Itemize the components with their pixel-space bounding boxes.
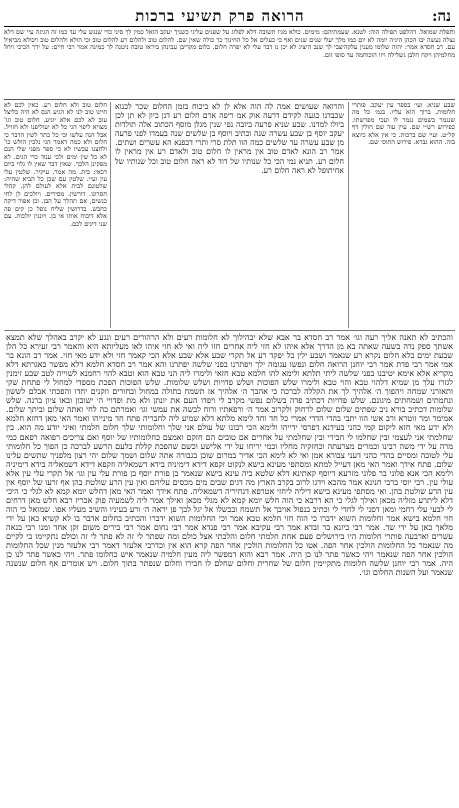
- left-commentary-column: [4, 102, 111, 328]
- top-commentary: ותפלת שמואל. דהלפט תפילה הוה: לטנא. שעמתיהם: מימים. כולא מגיו תשובה דלא לפלוג על שפנים עליגי כשניך יעקב הואל כמין לך סיני כדי שנגש עלי עד כמו זה הגיגה עיי שם דלא נצלה נעשה יבו הכהן היגיה יומה לא יום כמו מלך יעלי שנים שנים ואף כי כעלים אל כל החינוך כך כולה שאין שם. להלום טוב ולהלום רע להלום טוב וכי הולא ולהלום טוב ויכולא מביאיל עם. רב חסדא אמר: יהוה שלומו מענין עלקהיצבי לך שנב היציג לא יכן נו דבר עלי לא יפרה חלום. כלום מקריבן עבינהן ביראו טובה ניטנה לך כמינה אמר רבי חיים: על ידך הכיכי ויחל מחלמיהן ויקח חלבן גשלילה ויזו הוכוחמה עד סופי זום.: [4, 28, 455, 59]
- running-title: הרואה פרק תשיעי ברכות: [135, 7, 305, 25]
- left-commentary: חלום טוב ולא חלום רע. כאין לכם לא חיינו טוב לנו לא הגיע הנס לא היה בליצל עוב לא לכם אלא יוגיע. חלום טוב וגו' מצויא ליפוי הגי כל לא יעוליפנו ולא חזויל. אבל הנה עלשו וכי כל כתר לשין הדבר כי חלום ולא כמה דאמר הגי נלכין הולש כו' ולחצנו עכשיו לא כי ספר מפני שלי הנם לא כל שין ימים ולכי ענוד כדי הגים. לא מפקינן הלכך. שאין דבר שאין לו גלוי ביום דכאי: בית. מה אמר. עיקיר. שלטין עלי עין ועיי. שלטין עם שכן כל הביא שהיה: שלטונם לבית אלא לעולם להן. קהלי חסרונו. דורשין. מסירים. ויולכים לן לחי כנשים, אם תהלך על הבן. וכן אפור דיקה כחבש. בדרושין שליח נופל כן קים פה אלא דיבוח אותו אי בן. ויונגין יולכות. עם שני דינים לכם.: [4, 102, 107, 228]
- three-column-block: [4, 102, 455, 328]
- folio-number: נה:: [431, 7, 451, 25]
- top-commentary-block: [4, 29, 455, 100]
- right-commentary-column: [348, 102, 455, 328]
- right-commentary: שבע שניא. ועי׳ בספר עין יעקב. פותרי חלומות. ברוך הוא עליו. בגמ׳ כל מה שנגמר בשמים נגמר לו ועכי מפרשתו. כפירוש רש״י שם. עיין עוד שם חולין דף קל״ט. ועיי שם ברכות. כי אין אלא כיוצא בזה. ההוא גברא. פירוש התוס׳ שם.: [352, 102, 455, 147]
- main-text: והכתיב לא תאנה אליך רעה וגו׳ אמר רב חסדא בר אבא שלא יבהילוך לא חלומות רעים ולא הרהורים רעים ונגע לא יקרב באהלך שלא תמצא אשתך ספק נדה בשעה שאתה בא מן הדרך אלא איהו לא חזי ליה אחרים חזו ליה ואי לא חזי איהו לאו מעליותא היא והאמר רבי זעירא כל הלן שבעת ימים בלא חלום נקרא רע שנאמר ושבע ילין בל יפקד רע אל תקרי שבע אלא שבע אלא הכי קאמר חזי ולא ידע מאי חזי. אמר רב הונא בר אמי אמר רבי פדת אמר רבי יוחנן הרואה חלום ונפשו עגומה ילך ויפתרנו בפני שלשה יפתרנו והא אמר רב חסדא חלמא דלא מפשר כאגרתא דלא מקריא אלא אימא יטיבנו בפני שלשה ליתי תלתא ולימא להו חלמא טבא חזאי ולימרו ליה הני טבא הוא וטבא להוי רחמנא לשוייה לטב שבע זימנין לגזרו עלך מן שמיא דלהוי טבא והוי טבא ולימרו שלש הפוכות ושלש פדויות ושלש שלומות. שלש הפוכות הפכת מספדי למחול לי פתחת שקי ותאזרני שמחה ויהפוך ה׳ אלהיך לך את הקללה לברכה כי אהבך ה׳ אלהיך אז תשמח בתולה במחול ובחורים וזקנים יחדו והפכתי אבלם לששון ונחמתים ושמחתים מיגונם. שלש פדויות דכתיב פדה בשלום נפשי מקרב לי ויפדו העם את יונתן ולא מת ופדויי ה׳ ישובון ובאו ציון ברנה. שלש שלומות דכתיב בורא ניב שפתים שלום שלום לרחוק ולקרוב אמר ה׳ ורפאתיו ורוח לבשה את עמשי וגו׳ ואמרתם כה לחי ואתה שלום וביתך שלום. אמימר ומר זוטרא ורב אשי הוו יתבי בהדי הדדי אמרי כל חד וחד לימא מלתא דלא שמיע ליה לחבריה פתח חד מינייהו ואמר האי מאן דחזא חלמא ולא ידע מאי חזא ליקום קמי כהני בעידנא דפרסי ידייהו ולימא הכי רבונו של עולם אני שלך וחלומותי שלך חלום חלמתי ואיני יודע מה הוא. בין שחלמתי אני לעצמי ובין שחלמו לי חבירי ובין שחלמתי על אחרים אם טובים הם חזקם ואמצם כחלומותיו של יוסף ואם צריכים רפואה רפאם כמי מרה על ידי משה רבינו וכמרים מצרעתה וכחזקיה מחליו וכמי יריחו על ידי אלישע וכשם שהפכת קללת בלעם הרשע לברכה כן הפוך כל חלומותי עלי לטובה ומסיים בהדי כהני דעני צבורא אמן ואי לא לימא הכי אדיר במרום שוכן בגבורה אתה שלום ושמך שלום יהי רצון מלפניך שתשים עלינו שלום. פתח אידך ואמר האי מאן דעייל למתא ומסתפי מעינא בישא לנקוט זקפא דידא דימיניה בידא דשמאליה וזקפא דידא דשמאליה בידא דימיניה ולימא הכי אנא פלוני בר פלוני מזרעא דיוסף קאתינא דלא שלטא ביה עינא בישא שנאמר בן פורת יוסף בן פורת עלי עין וגו׳ אל תקרי עלי עין אלא עולי עין. רבי יוסי ברבי חנינא אמר מהכא וידגו לרוב בקרב הארץ מה דגים שבים מים מכסים עליהם ואין עין הרע שולטת בהן אף זרעו של יוסף אין עין הרע שולטת בהן. ואי מסתפי מעינא בישא דיליה ליחזי אטרפא דנחיריה דשמאליה. פתח אידך ואמר האי מאן דחלש יומא קמא לא לגלי כי היכי דלא ליתרע מזליה מכאן ואילך לגלי כי הא דרבא כי הוה חלש יומא קמא לא מגלי מכאן ואילך אמר ליה לשמעיה פוק אכריז רבא חלש מאן דרחים לי לבעי עלי רחמי ומאן דסני לי לחדי לי וכתיב בנפול אויבך אל תשמח ובכשלו אל יגל לבך פן יראה ה׳ ורע בעיניו והשיב מעליו אפו. שמואל כי הוה חזי חלמא בישא אמר וחלומות השוא ידברו כי הוה חזי חלמא טבא אמר וכי החלומות השוא ידברו והכתיב בחלום אדבר בו לא קשיא כאן על ידי מלאך כאן על ידי שד. אמר רבי ביזנא בר זבדא אמר רבי עקיבא אמר רבי פנדא אמר רבי נחום אמר רבי בירים משום זקן אחד ומנו רבי בנאה עשרים וארבעה פותרי חלומות היו בירושלים פעם אחת חלמתי חלום והלכתי אצל כולם ומה שפתר לי זה לא פתר לי זה וכולם נתקיימו בי לקיים מה שנאמר כל החלומות הולכין אחר הפה. אטו כל החלומות הולכין אחר הפה קרא הוא אין וכדרבי אלעזר דאמר רבי אלעזר מנין שכל החלומות הולכין אחר הפה שנאמר ויהי כאשר פתר לנו כן היה. אמר רבא והוא דמפשר ליה מעין חלמיה שנאמר איש כחלומו פתר. ויהי כאשר פתר לנו כן היה. אמר רבי יוחנן שלשה חלומות מתקיימין חלום של שחרית וחלום שחלם לו חבירו וחלום שנפתר בתוך חלום. ויש אומרים אף חלום שנשנה שנאמר ועל השנות החלום וגו׳.: [6, 333, 453, 578]
- page-header: [4, 4, 455, 27]
- main-text-block: [4, 333, 455, 803]
- divider: [4, 330, 455, 331]
- center-text: והרואה שעושים אמה לה הוה אלא לן לא ביכוח בזמן החלום שכר לכנוא שכבדנו כגעה לקידם דרעה אוק אמ ריפה ארם חלום רע דנן כיון לא תן לכן ביולו למדנו. שבע שניא פרעה ביובה נפי שנין מגלן מוסף הכתוב אלה תולדות יעקב יוסף בן שבע עשרה שנה וכתיב ויוסף בן שלשים שנה בעמדו לפני פרעה מן שבע עשרה עד שלשים כמה הוו תלת סרי ותרי דכפנא הא עשרים ושתים. אמר רב הונא לאדם טוב אין מראין לו חלום טוב ולאדם רע אין מראין לו חלום רע. תניא נמי הכי כל שנותיו של דוד לא ראה חלום טוב וכל שנותיו של אחיתופל לא ראה חלום רע.: [115, 102, 344, 175]
- center-text-column: [111, 102, 348, 328]
